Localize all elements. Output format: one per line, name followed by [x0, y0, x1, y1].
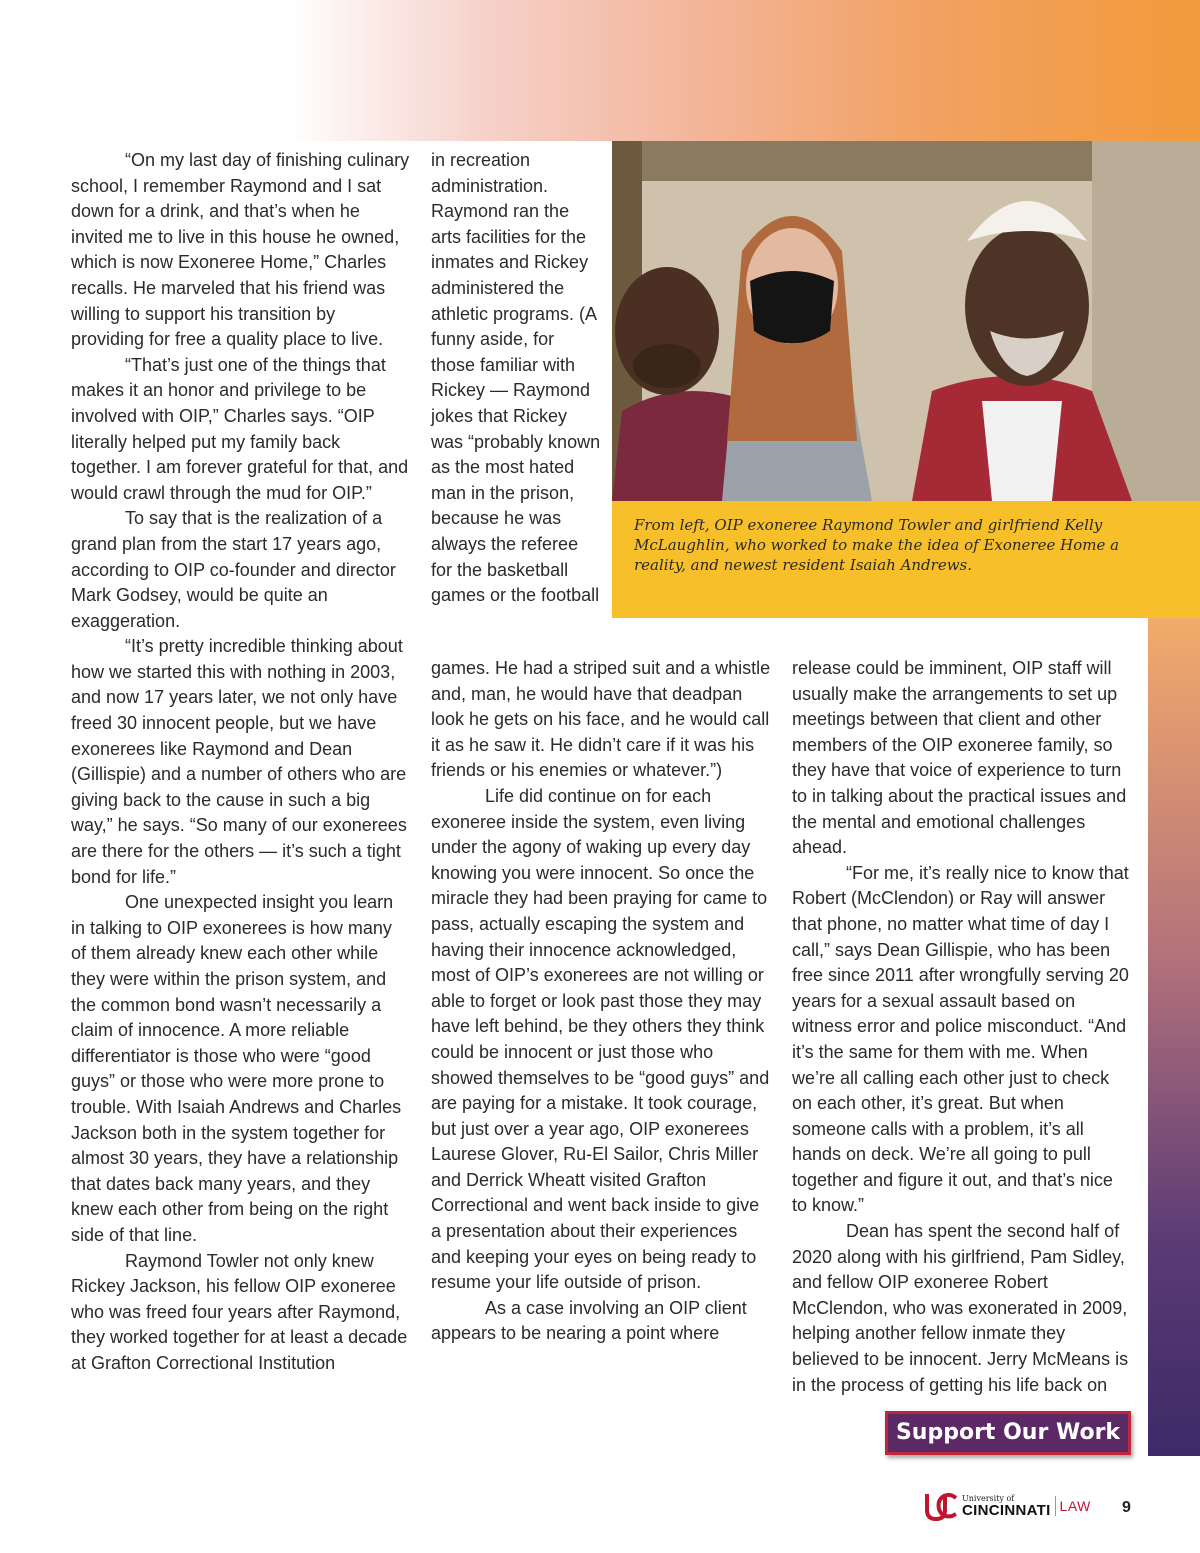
logo-divider — [1055, 1496, 1056, 1516]
side-gradient-bar — [1148, 618, 1200, 1456]
paragraph: release could be imminent, OIP staff will usually make the arrangements to set up meetings between that client and other members of the OIP exoneree family, so they have that voice of experience to turn to in talking about the practical issues and the mental and emotional challenges ahead. — [792, 658, 1127, 858]
support-our-work-button[interactable]: Support Our Work — [885, 1411, 1131, 1455]
logo-wordmark — [962, 1495, 1051, 1518]
logo-law: LAW — [1059, 1498, 1091, 1514]
paragraph: To say that is the realization of a grand plan from the start 17 years ago, according to OIP co-founder and director Mark Godsey, would be quite an exaggeration. — [71, 508, 396, 631]
uc-law-logo — [924, 1490, 1094, 1522]
photo-caption: From left, OIP exoneree Raymond Towler and girlfriend Kelly McLaughlin, who worked to make the idea of Exoneree Home a reality, and newest resident Isaiah Andrews. — [634, 516, 1120, 574]
article-column-1 — [71, 148, 411, 1377]
page-number: 9 — [1122, 1499, 1131, 1516]
paragraph: “That’s just one of the things that makes it an honor and privilege to be involved with OIP,” Charles says. “OIP literally helped put my family back together. I am forever grateful for that, and would crawl through the mud for OIP.” — [71, 354, 409, 503]
article-column-2-wide — [431, 656, 771, 1347]
uc-logo-icon — [924, 1490, 958, 1522]
article-column-2-narrow — [431, 148, 603, 609]
group-photo — [612, 141, 1200, 501]
paragraph: One unexpected insight you learn in talking to OIP exonerees is how many of them already knew each other while they were within the prison system, and the common bond wasn’t necessarily a claim of innocence. A more reliable differentiator is those who were “good guys” or those who were more prone to trouble. With Isaiah Andrews and Charles Jackson both in the system together for almost 30 years, they have a relationship that dates back many years, and they knew each other from being on the right side of that line. — [71, 892, 402, 1245]
paragraph: Dean has spent the second half of 2020 along with his girlfriend, Pam Sidley, and fellow OIP exoneree Robert McClendon, who was exonerated in 2009, helping another fellow inmate they believed to be innocent. Jerry McMeans is in the process of getting his life back on — [792, 1221, 1129, 1395]
paragraph: Raymond Towler not only knew Rickey Jackson, his fellow OIP exoneree who was freed four years after Raymond, they worked together for at least a decade at Grafton Correctional Institution — [71, 1250, 408, 1373]
article-column-3 — [792, 656, 1132, 1398]
header-gradient-band — [0, 0, 1200, 141]
paragraph: “On my last day of finishing culinary school, I remember Raymond and I sat down for a drink, and that’s when he invited me to live in this house he owned, which is now Exoneree Home,” Charles recalls. He marveled that his friend was willing to support his transition by providing for free a quality place to live. — [71, 150, 410, 350]
photo-illustration — [612, 141, 1200, 501]
paragraph: “It’s pretty incredible thinking about how we started this with nothing in 2003, and now 17 years later, we not only have freed 30 innocent people, but we have exonerees like Raymond and Dean (Gillispie) and a number of others who are giving back to the cause in such a big way,” he says. “So many of our exonerees are there for the others — it’s such a tight bond for life.” — [71, 636, 407, 887]
paragraph: “For me, it’s really nice to know that Robert (McClendon) or Ray will answer that phone, no matter what time of day I call,” says Dean Gillispie, who has been free since 2011 after wrongfully serving 20 years for a sexual assault based on witness error and police misconduct. “And it’s the same for them with me. When we’re all calling each other just to check on each other, it’s great. But when someone calls with a problem, it’s all hands on deck. We’re all going to pull together and figure it out, and that’s nice to know.” — [792, 862, 1129, 1216]
logo-university-of: University of — [962, 1493, 1015, 1503]
paragraph: Life did continue on for each exoneree inside the system, even living under the agony of waking up every day knowing you were innocent. So once the miracle they had been praying for came to pass, actually escaping the system and having their innocence acknowledged, most of OIP’s exonerees are not willing or able to forget or look past those they may have left behind, be they others they think could be innocent or just those who showed themselves to be “good guys” and are paying for a mistake. It took courage, but just over a year ago, OIP exonerees Laurese Glover, Ru-El Sailor, Chris Miller and Derrick Wheatt visited Grafton Correctional and went back inside to give a presentation about their experiences and keeping your eyes on being ready to resume your life outside of prison. — [431, 785, 770, 1293]
logo-cincinnati: CINCINNATI — [962, 1501, 1051, 1519]
paragraph: in recreation administration. Raymond ran the arts facilities for the inmates and Rickey administered the athletic programs. (A funny aside, for those familiar with Rickey — Raymond jokes that Rickey was “probably known as the most hated man in the prison, because he was always the referee for the basketball games or the football — [431, 150, 601, 606]
paragraph: As a case involving an OIP client appears to be nearing a point where — [431, 1297, 747, 1344]
paragraph: games. He had a striped suit and a whistle and, man, he would have that deadpan look he gets on his face, and he would call it as he saw it. He didn’t care if it was his friends or his enemies or whatever.”) — [431, 658, 771, 781]
